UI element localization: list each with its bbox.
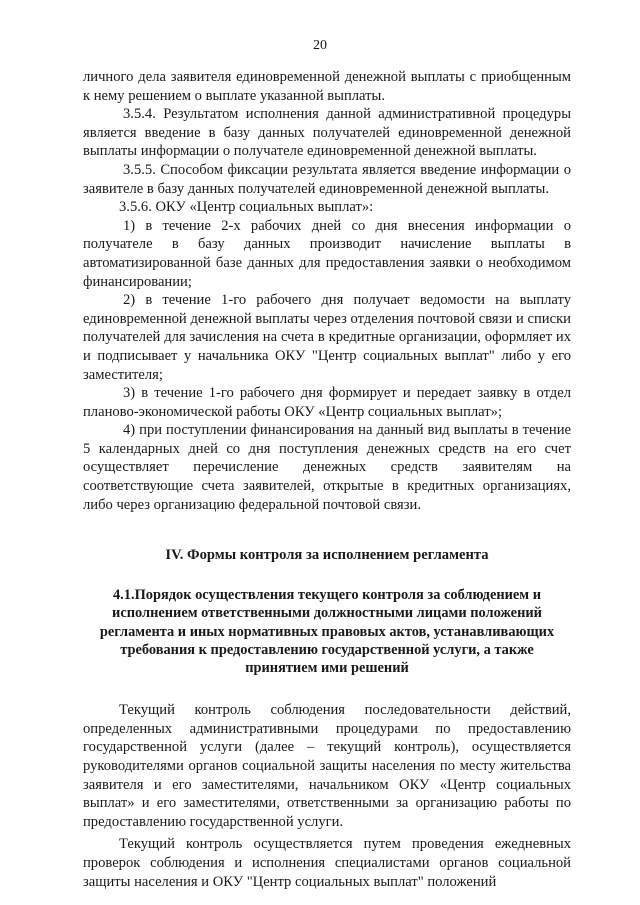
list-item-1: 1) в течение 2-х рабочих дней со дня внесения информации о получателе в базу данных производит начисление выплаты в автоматизированной базе данных для предоставления заявки о необходимом финансировании; [83,217,571,290]
subsection-heading: 4.1.Порядок осуществления текущего контроля за соблюдением и исполнением ответственными должностными лицами положений регламента и иных нормативных правовых актов, устанавливающих требования к предоставлению государственной услуги, а также принятием ими решений [99,587,555,677]
paragraph-3-5-4: 3.5.4. Результатом исполнения данной административной процедуры является введение в базу данных получателей единовременной денежной выплаты информации о получателе единовременной денежной выплаты. [83,106,571,160]
body-paragraph-1: Текущий контроль соблюдения последовательности действий, определенных административными процедурами по предоставлению государственной услуги (далее – текущий контроль), осуществляется руководителями органов социальной защиты населения по месту жительства заявителя и его заместителями, начальником ОКУ «Центр социальных выплат» и его заместителями, ответственными за организацию работы по предоставлению государственной услуги. [83,702,571,830]
body-paragraph-2: Текущий контроль осуществляется путем проведения ежедневных проверок соблюдения и исполнения специалистами органов социальной защиты населения и ОКУ "Центр социальных выплат" положений [83,836,571,890]
section-heading: IV. Формы контроля за исполнением регламента [165,547,489,564]
page-number: 20 [313,38,327,53]
list-item-3: 3) в течение 1-го рабочего дня формирует и передает заявку в отдел планово-экономической работы ОКУ «Центр социальных выплат»; [83,385,571,420]
paragraph-3-5-6: 3.5.6. ОКУ «Центр социальных выплат»: [119,199,374,216]
paragraph-continuation: личного дела заявителя единовременной денежной выплаты с приобщенным к нему решением о выплате указанной выплаты. [83,69,571,104]
document-body [83,68,571,891]
paragraph-3-5-5: 3.5.5. Способом фиксации результата является введение информации о заявителе в базу данных получателей единовременной денежной выплаты. [83,161,571,197]
list-item-4: 4) при поступлении финансирования на данный вид выплаты в течение 5 календарных дней со дня поступления денежных средств на его счет осуществляет перечисление денежных средств заявителям на соответствующие счета заявителей, открытые в кредитных организациях, либо через организацию федеральной почтовой связи. [83,422,571,513]
list-item-2: 2) в течение 1-го рабочего дня получает ведомости на выплату единовременной денежной выплаты через отделения почтовой связи и списки получателей для зачисления на счета в кредитные организации, оформляет их и подписывает у начальника ОКУ "Центр социальных выплат" либо у его заместителя; [83,292,571,383]
